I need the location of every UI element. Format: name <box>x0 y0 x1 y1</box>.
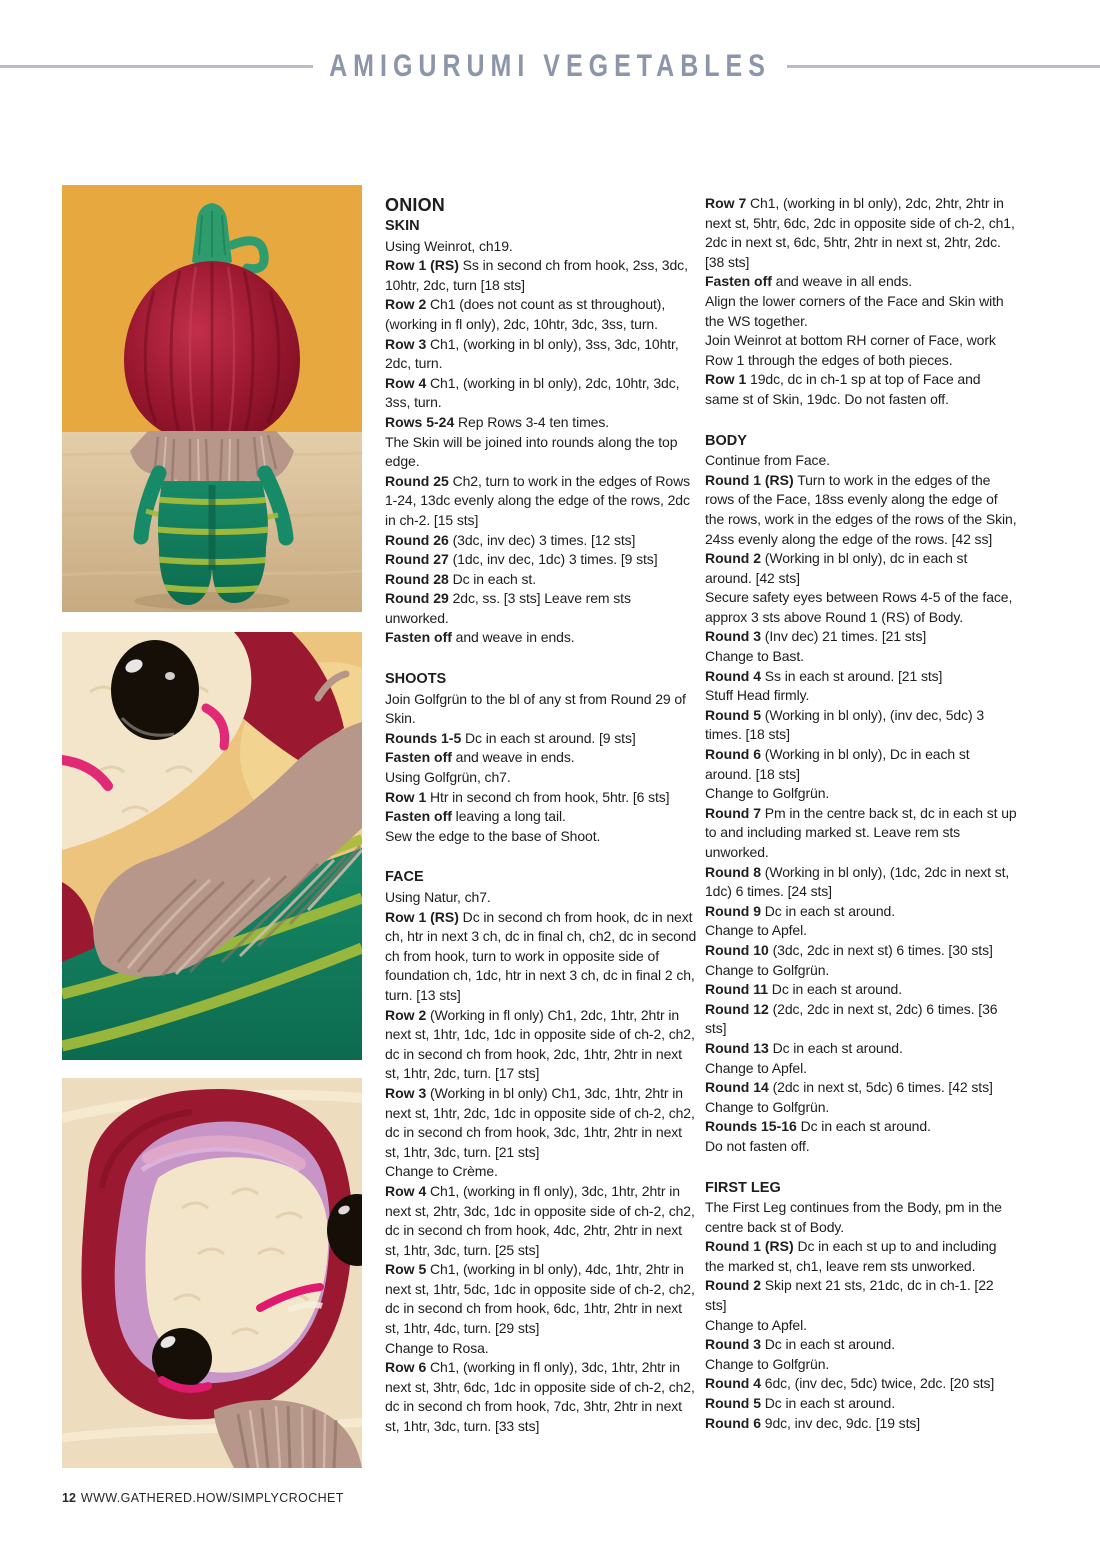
pattern-paragraph: Round 1 (RS) Turn to work in the edges of the rows of the Face, 18ss evenly along the edge of the rows, work in the edges of the rows of the Skin, 24ss evenly along the edge of the rows. [42 ss] <box>705 471 1017 547</box>
pattern-paragraph: Row 1 (RS) Ss in second ch from hook, 2ss, 3dc, 10htr, 2dc, turn [18 sts] <box>385 257 688 293</box>
pattern-paragraph: Round 11 Dc in each st around. <box>705 981 903 998</box>
pattern-paragraph: Row 1 19dc, dc in ch-1 sp at top of Face and same st of Skin, 19dc. Do not fasten off. <box>705 371 981 407</box>
pattern-paragraph: Round 28 Dc in each st. <box>385 570 536 587</box>
page-header <box>0 48 1100 84</box>
pattern-paragraph: Round 4 Ss in each st around. [21 sts] <box>705 667 943 684</box>
pattern-paragraph: Change to Bast. <box>705 648 804 665</box>
pattern-paragraph: Rounds 1-5 Dc in each st around. [9 sts] <box>385 729 636 746</box>
pattern-paragraph: Using Natur, ch7. <box>385 889 491 905</box>
pattern-paragraph: Sew the edge to the base of Shoot. <box>385 827 601 844</box>
pattern-paragraph: Change to Apfel. <box>705 1059 807 1076</box>
footer-url: WWW.GATHERED.HOW/SIMPLYCROCHET <box>80 1491 344 1505</box>
pattern-paragraph: Round 5 (Working in bl only), (inv dec, 5dc) 3 times. [18 sts] <box>705 706 985 743</box>
pattern-paragraph: Row 5 Ch1, (working in bl only), 4dc, 1htr, 2htr in next st, 1htr, 5dc, 1dc in opposite side of ch-2, ch2, dc in second ch from hook, 6dc, 1htr, 2htr in next st, 1htr, 4dc, turn. [29 sts] <box>385 1261 695 1337</box>
pattern-paragraph: Row 2 (Working in fl only) Ch1, 2dc, 1htr, 2htr in next st, 1htr, 1dc, 1dc in opposite side of ch-2, ch2, dc in second ch from hook, 2dc, 1htr, 2htr in next st, 1htr, 2dc, turn. [17 sts] <box>385 1006 695 1082</box>
pattern-paragraph: Round 6 (Working in bl only), Dc in each st around. [18 sts] <box>705 746 970 782</box>
page-title: AMIGURUMI VEGETABLES <box>329 48 771 84</box>
header-rule-right <box>787 65 1100 68</box>
section-heading: FACE <box>385 869 424 886</box>
pattern-paragraph: The First Leg continues from the Body, pm in the centre back st of Body. <box>705 1199 1002 1235</box>
page-footer <box>62 1491 344 1505</box>
pattern-paragraph: Round 1 (RS) Dc in each st up to and including the marked st, ch1, leave rem sts unworked. <box>705 1238 997 1274</box>
face-and-shoots-closeup-illustration <box>62 632 362 1060</box>
pattern-paragraph: The Skin will be joined into rounds along the top edge. <box>385 433 678 470</box>
pattern-paragraph: Row 6 Ch1, (working in fl only), 3dc, 1htr, 2htr in next st, 3htr, 6dc, 1dc in opposite side of ch-2, ch2, dc in second ch from hook, 7dc, 3htr, 2htr in next st, 1htr, 3dc, turn. [33 sts] <box>385 1359 695 1435</box>
pattern-paragraph: Change to Apfel. <box>705 922 807 939</box>
pattern-paragraph: Round 4 6dc, (inv dec, 5dc) twice, 2dc. [20 sts] <box>705 1375 995 1392</box>
pattern-paragraph: Fasten off and weave in ends. <box>385 629 575 646</box>
pattern-title: ONION <box>385 195 446 215</box>
pattern-paragraph: Continue from Face. <box>705 452 830 469</box>
pattern-paragraph: Change to Crème. <box>385 1163 498 1180</box>
pattern-paragraph: Round 29 2dc, ss. [3 sts] Leave rem sts unworked. <box>385 590 631 626</box>
pattern-paragraph: Using Golfgrün, ch7. <box>385 769 511 786</box>
section-gap <box>705 410 1017 432</box>
pattern-paragraph: Fasten off and weave in ends. <box>385 749 575 766</box>
pattern-paragraph: Align the lower corners of the Face and Skin with the WS together. <box>705 292 1004 329</box>
pattern-paragraph: Round 6 9dc, inv dec, 9dc. [19 sts] <box>705 1414 921 1431</box>
section-gap <box>385 846 697 868</box>
section-heading: SKIN <box>385 218 420 234</box>
pattern-paragraph: Row 1 (RS) Dc in second ch from hook, dc in next ch, htr in next 3 ch, dc in final ch, ch2, dc in second ch from hook, turn to work in opposite side of foundation ch, 1dc, htr in next 3 ch, dc in final 2 ch, turn. [13 sts] <box>385 908 697 1003</box>
pattern-paragraph: Using Weinrot, ch19. <box>385 237 513 254</box>
pattern-paragraph: Row 4 Ch1, (working in fl only), 3dc, 1htr, 2htr in next st, 2htr, 3dc, 1dc in opposite side of ch-2, ch2, dc in second ch from hook, 4dc, 2htr, 2htr in next st, 1htr, 3dc, turn. [25 sts] <box>385 1182 695 1258</box>
pattern-paragraph: Join Weinrot at bottom RH corner of Face, work Row 1 through the edges of both pieces. <box>705 332 996 368</box>
pattern-paragraph: Round 5 Dc in each st around. <box>705 1395 895 1412</box>
pattern-paragraph: Round 2 Skip next 21 sts, 21dc, dc in ch-1. [22 sts] <box>705 1277 994 1314</box>
pattern-paragraph: Fasten off leaving a long tail. <box>385 808 566 825</box>
pattern-paragraph: Round 3 (Inv dec) 21 times. [21 sts] <box>705 628 927 645</box>
pattern-paragraph: Row 4 Ch1, (working in bl only), 2dc, 10htr, 3dc, 3ss, turn. <box>385 374 680 411</box>
pattern-paragraph: Round 26 (3dc, inv dec) 3 times. [12 sts] <box>385 531 636 548</box>
pattern-column-right <box>705 194 1017 1433</box>
section-heading: SHOOTS <box>385 671 447 688</box>
photo-face-and-shoots-closeup <box>62 632 362 1060</box>
pattern-paragraph: Round 14 (2dc in next st, 5dc) 6 times. [42 sts] <box>705 1079 993 1096</box>
pattern-paragraph: Round 25 Ch2, turn to work in the edges of Rows 1-24, 13dc evenly along the edge of the rows, 2dc in ch-2. [15 sts] <box>385 472 691 528</box>
pattern-paragraph: Round 3 Dc in each st around. <box>705 1336 895 1353</box>
pattern-paragraph: Round 13 Dc in each st around. <box>705 1039 903 1056</box>
pattern-paragraph: Row 2 Ch1 (does not count as st throughout), (working in fl only), 2dc, 10htr, 3dc, 3ss, turn. <box>385 296 666 332</box>
pattern-paragraph: Stuff Head firmly. <box>705 687 810 704</box>
face-closeup-illustration <box>62 1078 362 1468</box>
pattern-paragraph: Change to Golfgrün. <box>705 785 830 802</box>
pattern-paragraph: Round 12 (2dc, 2dc in next st, 2dc) 6 times. [36 sts] <box>705 1000 998 1037</box>
header-rule-left <box>0 65 313 68</box>
pattern-paragraph: Rows 5-24 Rep Rows 3-4 ten times. <box>385 413 610 430</box>
onion-doll-back-view-illustration <box>62 185 362 612</box>
pattern-paragraph: Round 2 (Working in bl only), dc in each st around. [42 sts] <box>705 550 968 586</box>
pattern-paragraph: Do not fasten off. <box>705 1137 810 1154</box>
pattern-paragraph: Row 1 Htr in second ch from hook, 5htr. [6 sts] <box>385 788 670 805</box>
pattern-paragraph: Row 3 (Working in bl only) Ch1, 3dc, 1htr, 2htr in next st, 1htr, 2dc, 1dc in opposite side of ch-2, ch2, dc in second ch from hook, 3dc, 1htr, 2htr in next st, 1htr, 3dc, turn. [21 sts] <box>385 1084 695 1160</box>
pattern-paragraph: Round 10 (3dc, 2dc in next st) 6 times. [30 sts] <box>705 941 993 958</box>
pattern-paragraph: Change to Golfgrün. <box>705 1098 830 1115</box>
pattern-column-middle <box>385 194 697 1437</box>
section-gap <box>705 1157 1017 1179</box>
section-gap <box>385 648 697 670</box>
page-number: 12 <box>62 1491 76 1505</box>
pattern-paragraph: Rounds 15-16 Dc in each st around. <box>705 1118 931 1135</box>
section-heading: BODY <box>705 432 747 449</box>
pattern-paragraph: Round 8 (Working in bl only), (1dc, 2dc in next st, 1dc) 6 times. [24 sts] <box>705 863 1010 900</box>
photo-face-closeup <box>62 1078 362 1468</box>
photo-onion-doll-back-view <box>62 185 362 612</box>
pattern-paragraph: Change to Apfel. <box>705 1316 807 1333</box>
pattern-paragraph: Row 3 Ch1, (working in bl only), 3ss, 3dc, 10htr, 2dc, turn. <box>385 335 679 372</box>
pattern-paragraph: Secure safety eyes between Rows 4-5 of the face, approx 3 sts above Round 1 (RS) of Body. <box>705 589 1013 625</box>
pattern-paragraph: Change to Golfgrün. <box>705 1355 830 1372</box>
pattern-paragraph: Row 7 Ch1, (working in bl only), 2dc, 2htr, 2htr in next st, 5htr, 6dc, 2dc in opposite side of ch-2, ch1, 2dc in next st, 6dc, 5htr, 2htr in next st, 2htr, 2dc. [38 sts] <box>705 195 1015 270</box>
section-heading: FIRST LEG <box>705 1179 781 1196</box>
pattern-paragraph: Round 7 Pm in the centre back st, dc in each st up to and including marked st. Leave rem sts unworked. <box>705 804 1017 860</box>
pattern-paragraph: Round 27 (1dc, inv dec, 1dc) 3 times. [9 sts] <box>385 551 658 568</box>
pattern-paragraph: Fasten off and weave in all ends. <box>705 273 913 290</box>
pattern-paragraph: Round 9 Dc in each st around. <box>705 902 895 919</box>
pattern-paragraph: Change to Golfgrün. <box>705 961 830 978</box>
pattern-paragraph: Join Golfgrün to the bl of any st from Round 29 of Skin. <box>385 690 686 727</box>
pattern-paragraph: Change to Rosa. <box>385 1339 489 1356</box>
